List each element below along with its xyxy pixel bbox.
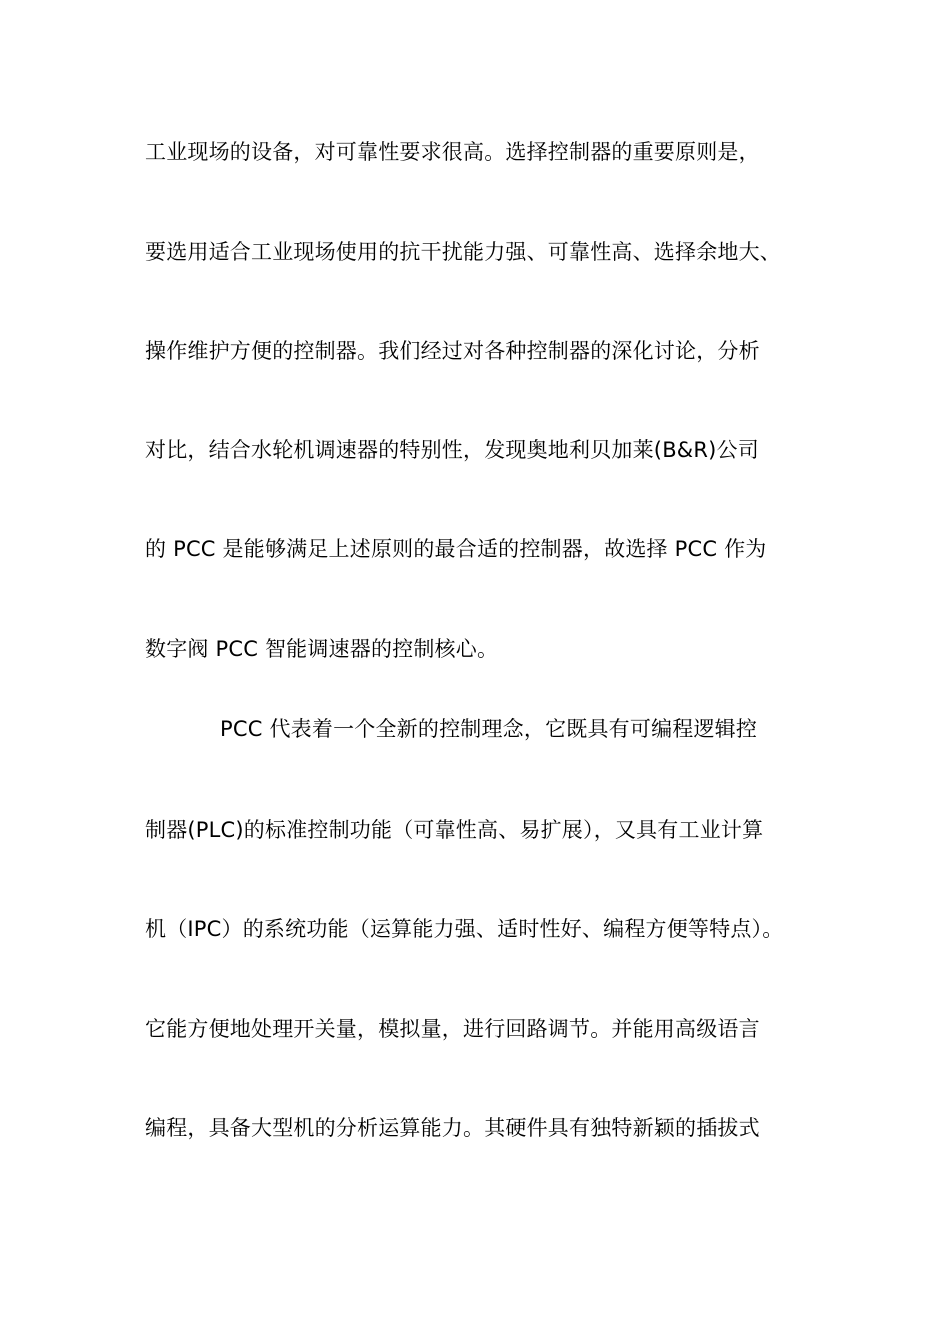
text-line: 对比，结合水轮机调速器的特别性，发现奥地利贝加莱(B&R)公司 — [145, 438, 759, 462]
text-line: 数字阀 PCC 智能调速器的控制核心。 — [145, 637, 499, 661]
text-line: PCC 代表着一个全新的控制理念，它既具有可编程逻辑控 — [220, 717, 758, 741]
text-line: 它能方便地处理开关量，模拟量，进行回路调节。并能用高级语言 — [145, 1017, 760, 1041]
text-line: 工业现场的设备，对可靠性要求很高。选择控制器的重要原则是， — [145, 140, 760, 164]
text-line: 编程，具备大型机的分析运算能力。其硬件具有独特新颖的插拔式 — [145, 1116, 760, 1140]
text-line: 机（IPC）的系统功能（运算能力强、适时性好、编程方便等特点）。 — [145, 917, 784, 941]
text-line: 制器(PLC)的标准控制功能（可靠性高、易扩展），又具有工业计算 — [145, 818, 764, 842]
text-line: 操作维护方便的控制器。我们经过对各种控制器的深化讨论，分析 — [145, 339, 760, 363]
text-line: 的 PCC 是能够满足上述原则的最合适的控制器，故选择 PCC 作为 — [145, 537, 767, 561]
text-line: 要选用适合工业现场使用的抗干扰能力强、可靠性高、选择余地大、 — [145, 240, 781, 264]
